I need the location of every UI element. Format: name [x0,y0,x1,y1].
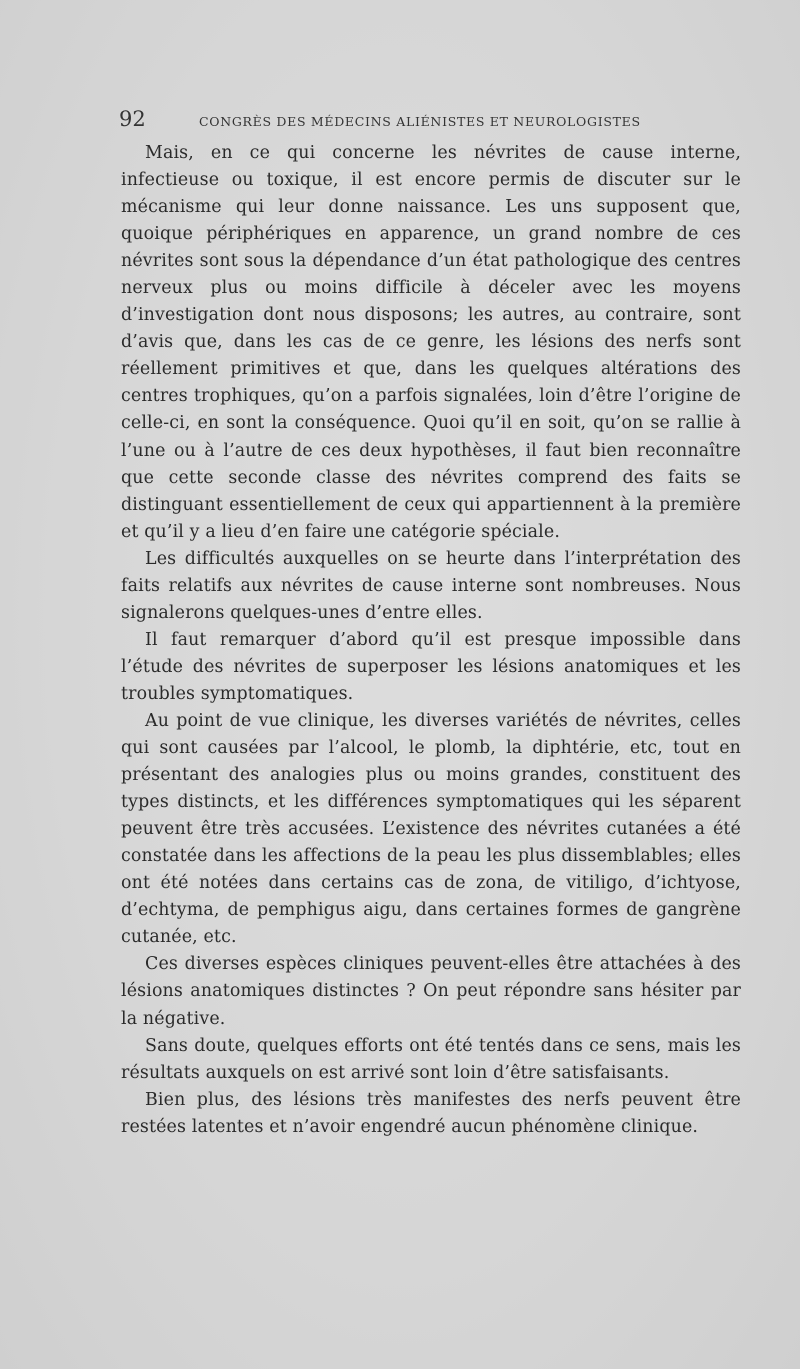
paragraph: Il faut remarquer d’abord qu’il est presque impossible dans l’étude des névrites de superposer les lésions anatomiques et les troubles symptomatiques. [121,629,741,704]
paragraph: Ces diverses espèces cliniques peuvent-elles être attachées à des lésions anatomiques distinctes ? On peut répondre sans hésiter par la négative. [121,954,741,1029]
running-head [119,106,669,132]
paragraph: Sans doute, quelques efforts ont été tentés dans ce sens, mais les résultats auxquels on est arrivé sont loin d’être satisfaisants. [121,1035,741,1083]
paragraph: Au point de vue clinique, les diverses variétés de névrites, celles qui sont causées par l’alcool, le plomb, la diphtérie, etc, tout en présentant des analogies plus ou moins grandes, constituent des types distincts, et les différences symptomatiques qui les séparent peuvent être très accusées. L’existence des névrites cutanées a été constatée dans les affections de la peau les plus dissemblables; elles ont été notées dans certains cas de zona, de vitiligo, d’ichtyose, d’echtyma, de pemphigus aigu, dans certaines formes de gangrène cutanée, etc. [121,710,741,948]
paragraph: Mais, en ce qui concerne les névrites de cause interne, infectieuse ou toxique, il est encore permis de discuter sur le mécanisme qui leur donne naissance. Les uns supposent que, quoique périphériques en apparence, un grand nombre de ces névrites sont sous la dépendance d’un état pathologique des centres nerveux plus ou moins difficile à déceler avec les moyens d’investigation dont nous disposons; les autres, au contraire, sont d’avis que, dans les cas de ce genre, les lésions des nerfs sont réellement primitives et que, dans les quelques altérations des centres trophiques, qu’on a parfois signalées, loin d’être l’origine de celle-ci, en sont la conséquence. Quoi qu’il en soit, qu’on se rallie à l’une ou à l’autre de ces deux hypothèses, il faut bien reconnaître que cette seconde classe des névrites comprend des faits se distinguant essentiellement de ceux qui appartiennent à la première et qu’il y a lieu d’en faire une catégorie spéciale. [121,143,741,542]
paragraph: Bien plus, des lésions très manifestes des nerfs peuvent être restées latentes et n’avoir engendré aucun phénomène clinique. [121,1089,741,1137]
body-text [121,140,741,1141]
running-title: CONGRÈS DES MÉDECINS ALIÉNISTES ET NEUROLOGISTES [199,114,641,129]
page-number: 92 [119,107,146,131]
paragraph: Les difficultés auxquelles on se heurte dans l’interprétation des faits relatifs aux névrites de cause interne sont nombreuses. Nous signalerons quelques-unes d’entre elles. [121,548,741,623]
